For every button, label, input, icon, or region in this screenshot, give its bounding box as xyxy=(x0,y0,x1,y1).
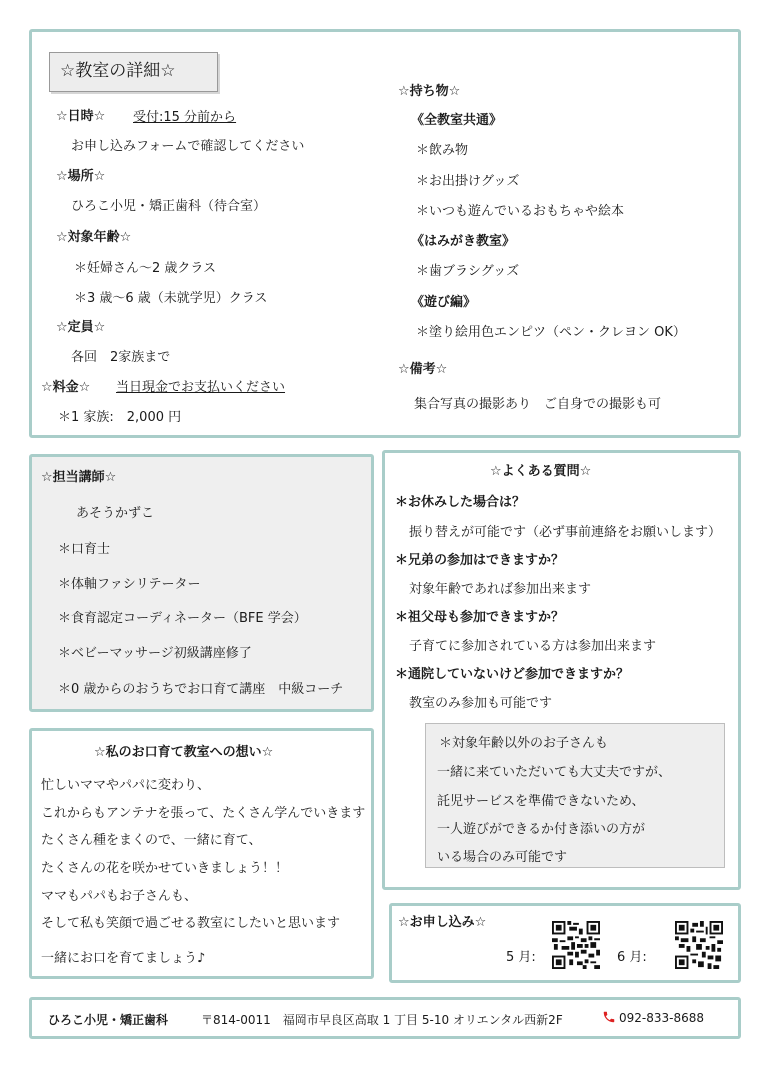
instructor-title: ☆担当講師☆ xyxy=(41,470,117,485)
instructor-name: あそうかずこ xyxy=(76,506,155,521)
june-qr-code[interactable] xyxy=(675,921,723,969)
thoughts-line: 一緒にお口を育てましょう♪ xyxy=(41,951,206,966)
footer-clinic-name: ひろこ小児・矯正歯科 xyxy=(48,1013,169,1027)
datetime-text: お申し込みフォームで確認してください xyxy=(71,139,305,154)
faq-question: ＊通院していないけど参加できますか？ xyxy=(395,667,630,682)
faq-answer: 子育てに参加されている方は参加出来ます xyxy=(409,639,657,654)
thoughts-line: そして私も笑顔で過ごせる教室にしたいと思います xyxy=(41,916,341,931)
footer-address: 〒814-0011 福岡市早良区高取 1 丁目 5-10 オリエンタル西新2F xyxy=(201,1013,563,1027)
datetime-label: ☆日時☆ xyxy=(56,109,106,124)
instructor-item: ＊ベビーマッサージ初級講座修了 xyxy=(58,646,252,661)
may-qr-code[interactable] xyxy=(552,921,600,969)
faq-note-line: 託児サービスを準備できないため、 xyxy=(437,794,645,809)
age-label: ☆対象年齢☆ xyxy=(56,230,132,245)
apply-title: ☆お申し込み☆ xyxy=(398,915,487,930)
thoughts-line: 忙しいママやパパに変わり、 xyxy=(41,778,211,793)
instructor-item: ＊0 歳からのおうちでお口育て講座 中級コーチ xyxy=(58,682,344,697)
instructor-item: ＊体軸ファシリテーター xyxy=(58,577,201,592)
hamigaki-label: 《はみがき教室》 xyxy=(411,234,516,249)
fee-note: 当日現金でお支払いください xyxy=(116,380,286,395)
thoughts-title: ☆私のお口育て教室への想い☆ xyxy=(94,745,274,760)
remarks-label: ☆備考☆ xyxy=(398,362,448,377)
faq-question: ＊お休みした場合は？ xyxy=(395,495,526,510)
capacity-text: 各回 2家族まで xyxy=(71,350,171,365)
faq-note-line: ＊対象年齢以外のお子さんも xyxy=(439,736,609,751)
details-title: ☆教室の詳細☆ xyxy=(49,52,218,92)
common-item: ＊飲み物 xyxy=(416,143,469,158)
play-label: 《遊び編》 xyxy=(411,295,477,310)
capacity-label: ☆定員☆ xyxy=(56,320,106,335)
faq-note-line: 一緒に来ていただいても大丈夫ですが、 xyxy=(437,765,672,780)
fee-label: ☆料金☆ xyxy=(41,380,91,395)
hamigaki-item: ＊歯ブラシグッズ xyxy=(416,264,520,279)
thoughts-line: ママもパパもお子さんも、 xyxy=(41,889,198,904)
place-label: ☆場所☆ xyxy=(56,169,106,184)
footer-phone: 092-833-8688 xyxy=(619,1011,705,1025)
belongings-title: ☆持ち物☆ xyxy=(398,84,461,99)
faq-answer: 教室のみ参加も可能です xyxy=(409,696,553,711)
remarks-text: 集合写真の撮影あり ご自身での撮影も可 xyxy=(414,397,662,412)
faq-note-line: 一人遊びができるか付き添いの方が xyxy=(437,822,646,837)
faq-answer: 振り替えが可能です（必ず事前連絡をお願いします） xyxy=(409,525,722,540)
thoughts-line: たくさん種をまくので、一緒に育て、 xyxy=(41,833,262,848)
thoughts-panel xyxy=(29,728,374,979)
faq-answer: 対象年齢であれば参加出来ます xyxy=(409,582,592,597)
may-label: 5 月: xyxy=(506,950,536,965)
age-item: ＊3 歳～6 歳（未就学児）クラス xyxy=(74,291,268,306)
faq-title: ☆よくある質問☆ xyxy=(490,464,592,479)
common-item: ＊いつも遊んでいるおもちゃや絵本 xyxy=(416,204,625,219)
fee-text: ＊1 家族: 2,000 円 xyxy=(58,410,182,425)
footer-phone-wrap[interactable] xyxy=(602,1010,704,1025)
place-text: ひろこ小児・矯正歯科（待合室） xyxy=(71,199,267,214)
instructor-item: ＊口育士 xyxy=(58,542,111,557)
june-label: 6 月: xyxy=(617,950,647,965)
common-label: 《全教室共通》 xyxy=(411,113,503,128)
reception-note: 受付:15 分前から xyxy=(133,110,237,125)
common-item: ＊お出掛けグッズ xyxy=(416,174,520,189)
faq-question: ＊祖父母も参加できますか？ xyxy=(395,610,565,625)
faq-question: ＊兄弟の参加はできますか？ xyxy=(395,553,565,568)
faq-note-line: いる場合のみ可能です xyxy=(437,850,568,865)
play-item: ＊塗り絵用色エンピツ（ペン・クレヨン OK） xyxy=(416,325,686,340)
thoughts-line: たくさんの花を咲かせていきましょう！！ xyxy=(41,861,289,876)
thoughts-line: これからもアンテナを張って、たくさん学んでいきます xyxy=(41,806,366,821)
phone-icon xyxy=(602,1010,616,1024)
age-item: ＊妊婦さん～2 歳クラス xyxy=(74,261,217,276)
instructor-item: ＊食育認定コーディネーター（BFE 学会） xyxy=(58,611,307,626)
